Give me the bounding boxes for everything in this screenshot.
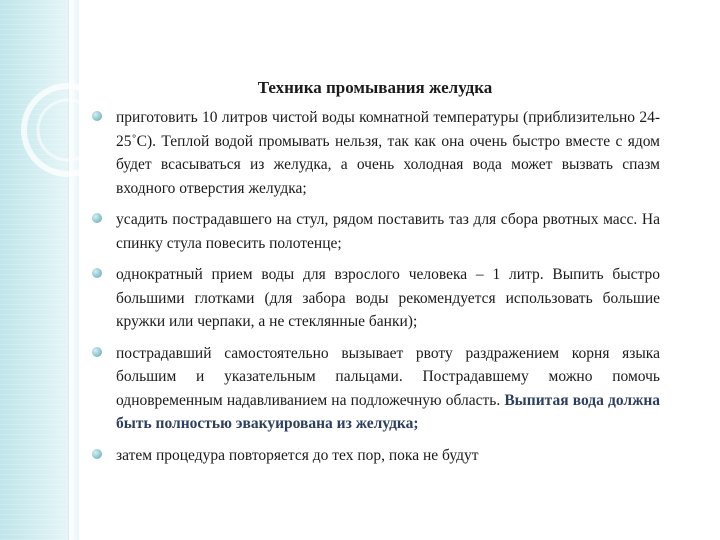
list-item-text: приготовить 10 литров чистой воды комнатной температуры (приблизительно 24-25˚С). Теплой водой промывать нельзя, так как она очень быстро вместе с ядом будет всасываться из желудка, а очень холодная вода может вызвать спазм входного отверстия желудка; <box>116 109 660 197</box>
bullet-icon <box>92 449 102 459</box>
list-item-text: однократный прием воды для взрослого человека – 1 литр. Выпить быстро большими глотками (для забора воды рекомендуется использовать большие кружки или черпаки, а не стеклянные банки); <box>116 266 660 330</box>
list-item <box>92 106 660 200</box>
bullet-icon <box>92 213 102 223</box>
list-item <box>92 208 660 255</box>
list-item-text <box>116 342 660 436</box>
bullet-icon <box>92 347 102 357</box>
list-item <box>92 263 660 334</box>
bullet-list <box>92 106 660 475</box>
list-item-text: усадить пострадавшего на стул, рядом поставить таз для сбора рвотных масс. На спинку стула повесить полотенце; <box>116 211 660 252</box>
list-item-body: пострадавший самостоятельно вызывает рвоту раздражением корня языка большим и указательным пальцами. Пострадавшему можно помочь одновременным надавливанием на подложечную область. <box>116 344 660 409</box>
list-item <box>92 342 660 436</box>
bullet-icon <box>92 268 102 278</box>
bullet-icon <box>92 111 102 121</box>
decorative-ring-small <box>38 100 98 160</box>
slide-title: Техника промывания желудка <box>257 78 493 97</box>
list-item <box>92 444 660 468</box>
list-item-text: затем процедура повторяется до тех пор, пока не будут <box>116 446 479 464</box>
emphasis-text: Выпитая вода должна быть полностью эвакуирована из желудка; <box>116 391 661 432</box>
